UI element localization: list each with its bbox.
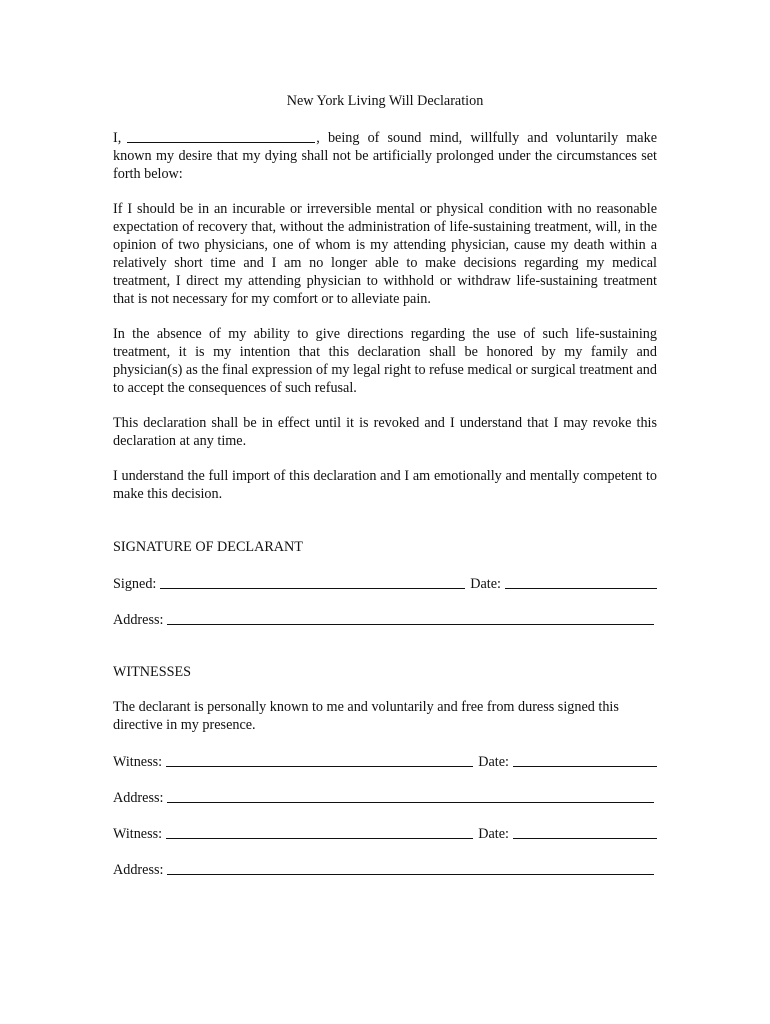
witness-1-address-field[interactable] [167,788,654,803]
paragraph-condition: If I should be in an incurable or irreversible mental or physical condition with no reasonable expectation of recovery that, without the administration of life-sustaining treatment, will, in the opinion of two physicians, one of whom is my attending physician, cause my death within a relatively short time and I am no longer able to make decisions regarding my medical treatment, I direct my attending physician to withhold or withdraw life-sustaining treatment that is not necessary for my comfort or to alleviate pain. [113,201,657,307]
witness-1-date-field[interactable] [513,752,657,767]
intro-suffix: , being of sound mind, willfully and voluntarily make known my desire that my dying shall not be artificially prolonged under the circumstances set forth below: [113,130,657,182]
document-title: New York Living Will Declaration [286,93,484,109]
intro-paragraph [113,127,657,183]
signed-date-field[interactable] [505,574,657,589]
witness-1-date-label: Date: [478,754,509,770]
witness-1-field[interactable] [166,752,473,767]
signed-label: Signed: [113,576,157,592]
witness-1-line [113,751,657,769]
witness-2-label: Witness: [113,826,163,842]
document-page [113,92,657,895]
witness-2-address-label: Address: [113,862,164,878]
witness-2-date-label: Date: [478,826,509,842]
witness-2-field[interactable] [166,824,473,839]
witness-1-label: Witness: [113,754,163,770]
section-spacer [113,645,657,663]
declarant-address-field[interactable] [167,610,654,625]
witness-2-date-field[interactable] [513,824,657,839]
declarant-address-line [113,609,657,627]
signed-date-label: Date: [470,576,501,592]
witness-1-address-label: Address: [113,790,164,806]
declarant-name-field[interactable] [127,128,315,143]
intro-prefix: I, [113,130,122,146]
signed-line [113,573,657,591]
paragraph-revocation: This declaration shall be in effect until it is revoked and I understand that I may revoke this declaration at any time. [113,415,657,449]
paragraph-competence: I understand the full import of this declaration and I am emotionally and mentally competent to make this decision. [113,468,657,502]
section-spacer [113,520,657,538]
witness-1-address-line [113,787,657,805]
witness-2-address-line [113,859,657,877]
witness-2-line [113,823,657,841]
paragraph-intention: In the absence of my ability to give directions regarding the use of such life-sustaining treatment, it is my intention that this declaration shall be honored by my family and physician(s) as the final expression of my legal right to refuse medical or surgical treatment and to accept the consequences of such refusal. [113,326,657,396]
signature-heading: SIGNATURE OF DECLARANT [113,539,303,555]
declarant-address-label: Address: [113,612,164,628]
witnesses-heading: WITNESSES [113,664,192,680]
signed-field[interactable] [160,574,465,589]
witness-2-address-field[interactable] [167,860,654,875]
witness-statement: The declarant is personally known to me and voluntarily and free from duress signed this directive in my presence. [113,699,619,733]
